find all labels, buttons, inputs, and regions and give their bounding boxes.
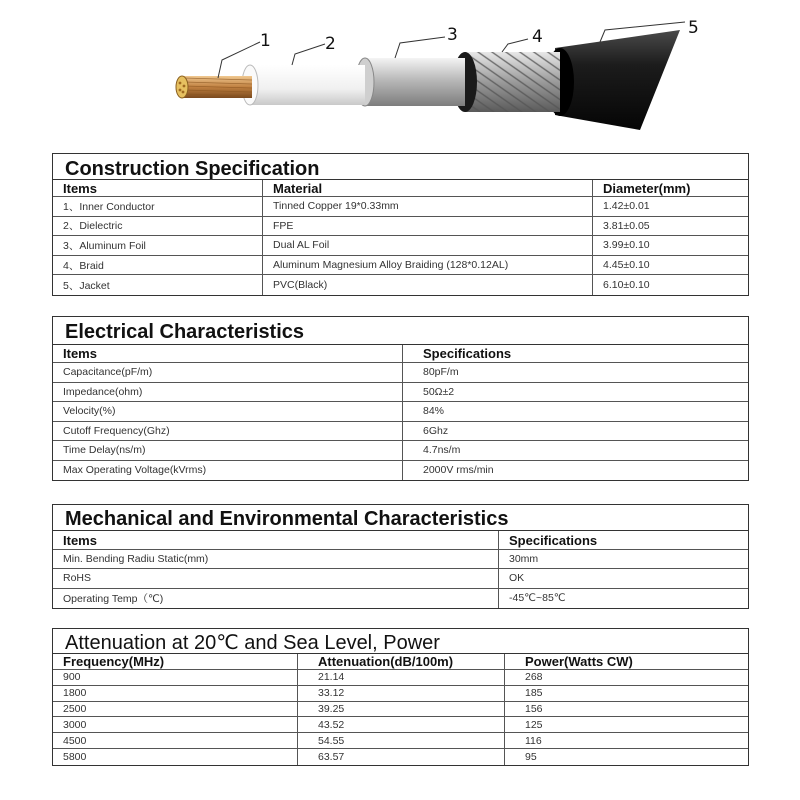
material-cell: Aluminum Magnesium Alloy Braiding (128*0.12AL) bbox=[263, 256, 593, 275]
dielectric-layer bbox=[242, 65, 365, 105]
header-cell: Power(Watts CW) bbox=[525, 654, 633, 669]
power-cell: 95 bbox=[525, 750, 537, 763]
header-cell: Material bbox=[263, 180, 593, 196]
spec-cell: 2000V rms/min bbox=[423, 464, 494, 477]
attenuation-cell: 33.12 bbox=[298, 686, 505, 701]
spec-cell: 80pF/m bbox=[423, 366, 459, 379]
table-row bbox=[53, 197, 748, 217]
header-cell: Frequency(MHz) bbox=[53, 654, 298, 669]
material-cell: Dual AL Foil bbox=[263, 236, 593, 255]
diameter-cell: 4.45±0.10 bbox=[603, 259, 650, 272]
item-cell: Impedance(ohm) bbox=[53, 383, 403, 402]
table-row bbox=[53, 686, 748, 702]
spec-cell: 84% bbox=[423, 405, 445, 418]
table-row bbox=[53, 550, 748, 569]
table-header-row bbox=[53, 180, 748, 197]
item-cell: Cutoff Frequency(Ghz) bbox=[53, 422, 403, 441]
diameter-cell: 1.42±0.01 bbox=[603, 200, 650, 213]
spec-cell: 6Ghz bbox=[423, 424, 449, 437]
item-cell: Min. Bending Radiu Static(mm) bbox=[53, 550, 499, 568]
header-cell: Items bbox=[53, 180, 263, 196]
construction-spec-table bbox=[52, 153, 749, 296]
material-cell: Tinned Copper 19*0.33mm bbox=[263, 197, 593, 216]
frequency-cell: 3000 bbox=[53, 717, 298, 732]
item-cell: Time Delay(ns/m) bbox=[53, 441, 403, 460]
foil-layer bbox=[356, 58, 465, 106]
item-cell: 5、Jacket bbox=[53, 275, 263, 295]
table-title: Attenuation at 20℃ and Sea Level, Power bbox=[53, 629, 748, 654]
table-row bbox=[53, 461, 748, 481]
attenuation-cell: 39.25 bbox=[298, 702, 505, 717]
frequency-cell: 1800 bbox=[53, 686, 298, 701]
material-cell: PVC(Black) bbox=[263, 275, 593, 295]
header-cell: Attenuation(dB/100m) bbox=[298, 654, 505, 669]
table-row bbox=[53, 275, 748, 295]
table-row bbox=[53, 383, 748, 403]
callout-label-5: 5 bbox=[688, 18, 699, 38]
table-row bbox=[53, 441, 748, 461]
item-cell: Velocity(%) bbox=[53, 402, 403, 421]
item-cell: RoHS bbox=[53, 569, 499, 587]
item-cell: 2、Dielectric bbox=[53, 217, 263, 236]
diameter-cell: 6.10±0.10 bbox=[603, 279, 650, 292]
braid-layer bbox=[453, 52, 560, 112]
table-header-row bbox=[53, 531, 748, 550]
table-row bbox=[53, 217, 748, 237]
header-cell: Specifications bbox=[509, 532, 598, 548]
spec-cell: 30mm bbox=[509, 553, 539, 566]
item-cell: Max Operating Voltage(kVrms) bbox=[53, 461, 403, 481]
item-cell: Operating Temp（℃) bbox=[53, 589, 499, 608]
power-cell: 116 bbox=[525, 734, 542, 747]
attenuation-cell: 63.57 bbox=[298, 749, 505, 765]
spec-cell: 4.7ns/m bbox=[423, 444, 461, 457]
spec-cell: 50Ω±2 bbox=[423, 385, 455, 398]
mechanical-environmental-table bbox=[52, 504, 749, 609]
table-row bbox=[53, 363, 748, 383]
diameter-cell: 3.99±0.10 bbox=[603, 239, 650, 252]
table-row bbox=[53, 402, 748, 422]
copper-conductor bbox=[176, 76, 252, 98]
power-cell: 268 bbox=[525, 671, 543, 684]
table-header-row bbox=[53, 345, 748, 363]
attenuation-cell: 21.14 bbox=[298, 670, 505, 685]
table-row bbox=[53, 569, 748, 588]
callout-label-3: 3 bbox=[447, 25, 458, 45]
callout-label-2: 2 bbox=[325, 34, 336, 54]
attenuation-table bbox=[52, 628, 749, 766]
header-cell: Items bbox=[53, 531, 499, 549]
table-row bbox=[53, 670, 748, 686]
material-cell: FPE bbox=[263, 217, 593, 236]
header-cell: Diameter(mm) bbox=[603, 180, 691, 196]
table-row bbox=[53, 236, 748, 256]
power-cell: 156 bbox=[525, 702, 543, 715]
table-row bbox=[53, 733, 748, 749]
table-row bbox=[53, 717, 748, 733]
power-cell: 125 bbox=[525, 718, 543, 731]
table-title: Electrical Characteristics bbox=[53, 317, 748, 345]
item-cell: 4、Braid bbox=[53, 256, 263, 275]
table-row bbox=[53, 749, 748, 765]
table-row bbox=[53, 256, 748, 276]
jacket-layer bbox=[546, 30, 680, 130]
item-cell: 1、Inner Conductor bbox=[53, 197, 263, 216]
item-cell: Capacitance(pF/m) bbox=[53, 363, 403, 382]
header-cell: Items bbox=[53, 345, 403, 362]
spec-cell: OK bbox=[509, 572, 525, 585]
coax-cable-illustration bbox=[160, 10, 720, 135]
table-title: Construction Specification bbox=[53, 154, 748, 180]
diameter-cell: 3.81±0.05 bbox=[603, 219, 650, 232]
table-row bbox=[53, 702, 748, 718]
attenuation-cell: 43.52 bbox=[298, 717, 505, 732]
table-title: Mechanical and Environmental Characteristics bbox=[53, 505, 748, 531]
attenuation-cell: 54.55 bbox=[298, 733, 505, 748]
header-cell: Specifications bbox=[423, 346, 512, 361]
table-row bbox=[53, 422, 748, 442]
frequency-cell: 4500 bbox=[53, 733, 298, 748]
frequency-cell: 2500 bbox=[53, 702, 298, 717]
table-header-row bbox=[53, 654, 748, 670]
callout-label-1: 1 bbox=[260, 31, 271, 51]
electrical-characteristics-table bbox=[52, 316, 749, 481]
frequency-cell: 900 bbox=[53, 670, 298, 685]
frequency-cell: 5800 bbox=[53, 749, 298, 765]
power-cell: 185 bbox=[525, 687, 543, 700]
spec-cell: -45℃~85℃ bbox=[509, 592, 566, 605]
item-cell: 3、Aluminum Foil bbox=[53, 236, 263, 255]
coax-cable-diagram bbox=[160, 10, 720, 135]
table-row bbox=[53, 589, 748, 608]
callout-label-4: 4 bbox=[532, 27, 543, 47]
